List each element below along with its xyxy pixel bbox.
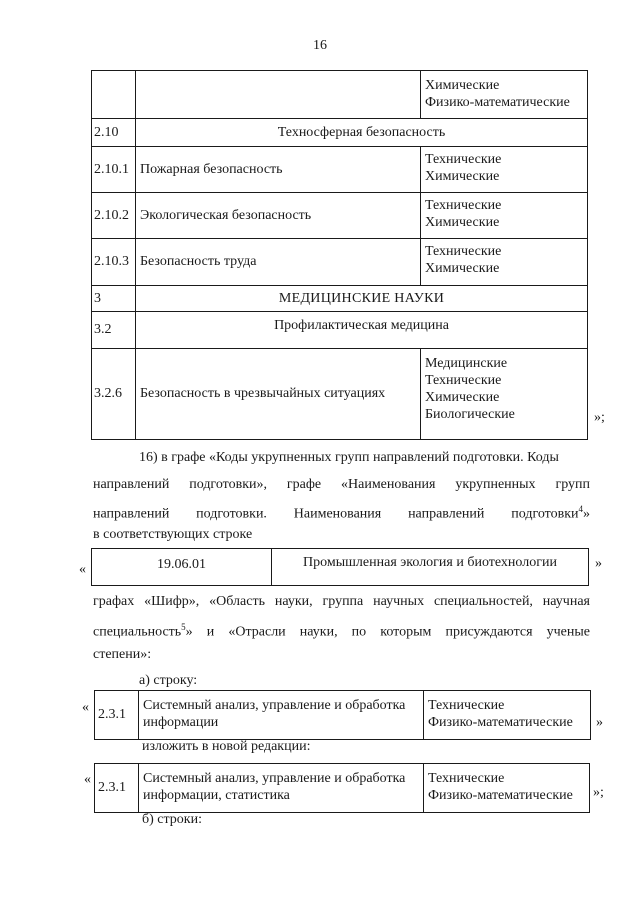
branches-cell: Химические Физико-математические: [425, 78, 570, 110]
table-group-row: [92, 285, 587, 311]
code-cell: [92, 71, 136, 118]
open-quote: «: [84, 772, 91, 787]
grafah-line2: специальность$^5$» и «Отрасли науки, по которым присуждаются ученые: [93, 622, 590, 640]
close-quote: »: [595, 556, 602, 571]
table-closing-quote: »;: [594, 410, 605, 425]
para16-line3: направлений подготовки. Наименования направлений подготовки$^4$»: [93, 504, 590, 522]
name-cell: Системный анализ, управление и обработка информации, статистика: [138, 764, 423, 812]
table-row: [92, 238, 587, 285]
code-cell: 2.10.1: [92, 147, 136, 192]
name-cell: Пожарная безопасность: [136, 147, 421, 192]
para16-line4: в соответствующих строке: [93, 527, 253, 542]
table-row: [92, 71, 587, 118]
open-quote: «: [79, 562, 86, 577]
name-cell: [136, 71, 421, 118]
table-group-row: [92, 311, 587, 348]
code-cell: 3.2: [92, 312, 136, 348]
row-1906-table: [91, 548, 589, 586]
para16-line1: 16) в графе «Коды укрупненных групп направлений подготовки. Коды: [139, 450, 559, 465]
para16-line2: направлений подготовки», графе «Наименования укрупненных групп: [93, 477, 590, 492]
group-title: Техносферная безопасность: [277, 124, 446, 140]
branches-cell: Медицинские Технические Химические Биологические: [425, 356, 515, 422]
grafah-line3: степени»:: [93, 647, 152, 662]
open-quote: «: [82, 700, 89, 715]
name-cell: Безопасность труда: [136, 239, 421, 285]
code-cell: 2.10.3: [92, 239, 136, 285]
grafah-line1: графах «Шифр», «Область науки, группа научных специальностей, научная: [93, 594, 590, 609]
code-cell: 2.3.1: [98, 707, 126, 722]
code-cell: 3.2.6: [92, 349, 136, 439]
branches-cell: Технические Химические: [425, 198, 502, 230]
table-group-row: [92, 118, 587, 146]
branches-cell: Технические Физико-математические: [423, 764, 589, 812]
code-cell: 2.10.2: [92, 193, 136, 238]
item-a: а) строку:: [139, 673, 198, 688]
code-cell: 2.3.1: [98, 780, 126, 795]
table-row: [92, 192, 587, 238]
code-cell: 2.10: [92, 119, 136, 146]
close-quote: »: [596, 715, 603, 730]
name-cell: Системный анализ, управление и обработка информации: [138, 691, 423, 739]
table-row: [92, 146, 587, 192]
branches-cell: Технические Химические: [425, 152, 502, 184]
name-cell: Безопасность в чрезвычайных ситуациях: [136, 349, 421, 439]
table-row: [92, 348, 587, 439]
code-cell: 19.06.01: [157, 557, 206, 572]
code-cell: 3: [92, 286, 136, 311]
item-b: б) строки:: [142, 812, 202, 827]
specialties-table: [91, 70, 588, 440]
replace-text: изложить в новой редакции:: [142, 739, 311, 754]
group-title: МЕДИЦИНСКИЕ НАУКИ: [278, 290, 445, 306]
close-quote: »;: [593, 785, 604, 800]
branches-cell: Технические Физико-математические: [423, 691, 590, 739]
name-cell: Промышленная экология и биотехнологии: [271, 549, 588, 585]
page-number: 16: [313, 38, 327, 53]
branches-cell: Технические Химические: [425, 244, 502, 276]
group-title: Профилактическая медицина: [274, 318, 449, 333]
name-cell: Экологическая безопасность: [136, 193, 421, 238]
